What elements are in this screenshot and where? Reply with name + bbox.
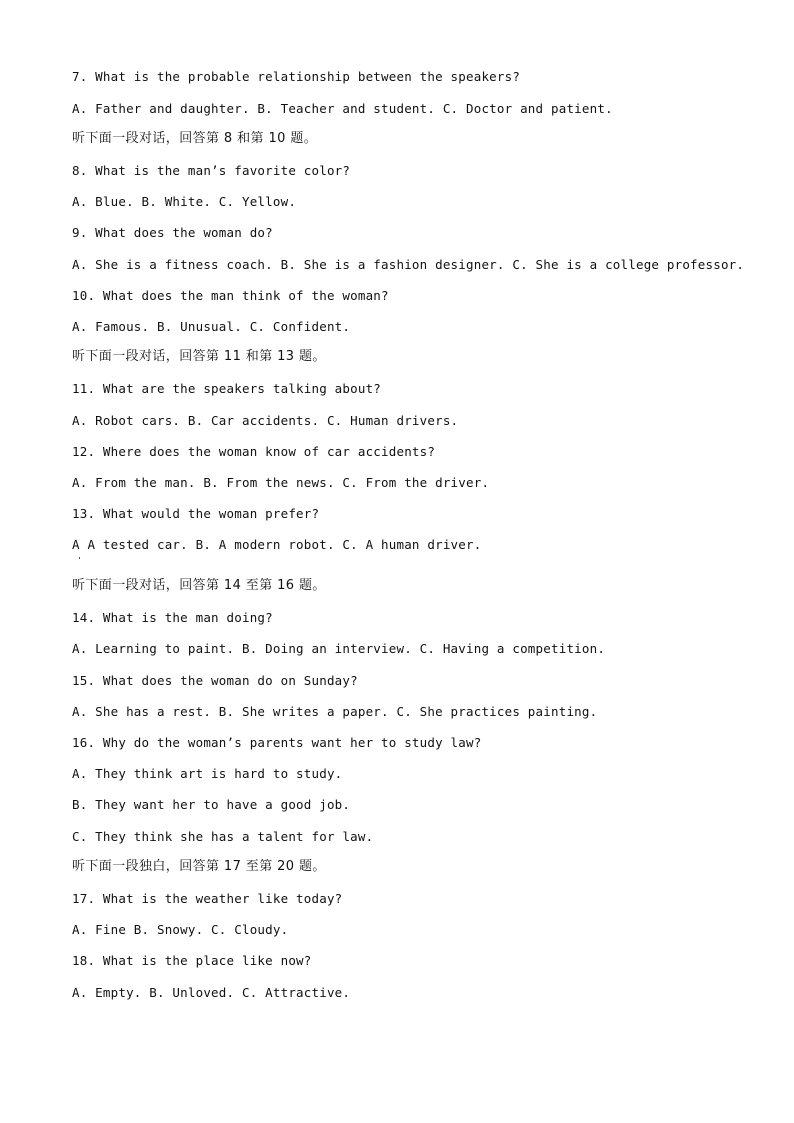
question-15: 15. What does the woman do on Sunday?	[72, 673, 358, 688]
option-16-c: C. They think she has a talent for law.	[72, 829, 374, 844]
section-instruction: 听下面一段独白，回答第 17 至第 20 题。	[72, 859, 326, 874]
question-17: 17. What is the weather like today?	[72, 891, 343, 906]
question-10: 10. What does the man think of the woman?	[72, 288, 389, 303]
options-9: A. She is a fitness coach. B. She is a fashion designer. C. She is a college professor.	[72, 257, 745, 272]
options-18: A. Empty. B. Unloved. C. Attractive.	[72, 985, 351, 1000]
options-7: A. Father and daughter. B. Teacher and student. C. Doctor and patient.	[72, 101, 613, 116]
section-instruction: 听下面一段对话，回答第 11 和第 13 题。	[72, 349, 326, 364]
options-15: A. She has a rest. B. She writes a paper. C. She practices painting.	[72, 704, 598, 719]
section-instruction: 听下面一段对话，回答第 14 至第 16 题。	[72, 578, 326, 593]
question-14: 14. What is the man doing?	[72, 610, 273, 625]
options-8: A. Blue. B. White. C. Yellow.	[72, 194, 297, 209]
question-18: 18. What is the place like now?	[72, 953, 312, 968]
options-13: A A tested car. B. A modern robot. C. A human driver.	[72, 537, 482, 552]
options-17: A. Fine B. Snowy. C. Cloudy.	[72, 922, 289, 937]
stray-mark	[79, 557, 80, 559]
options-10: A. Famous. B. Unusual. C. Confident.	[72, 319, 351, 334]
options-14: A. Learning to paint. B. Doing an interview. C. Having a competition.	[72, 641, 606, 656]
question-13: 13. What would the woman prefer?	[72, 506, 320, 521]
option-16-a: A. They think art is hard to study.	[72, 766, 343, 781]
option-16-b: B. They want her to have a good job.	[72, 797, 351, 812]
question-8: 8. What is the man’s favorite color?	[72, 163, 351, 178]
options-11: A. Robot cars. B. Car accidents. C. Human drivers.	[72, 413, 459, 428]
question-7: 7. What is the probable relationship between the speakers?	[72, 69, 521, 84]
question-12: 12. Where does the woman know of car accidents?	[72, 444, 436, 459]
question-11: 11. What are the speakers talking about?	[72, 381, 382, 396]
question-9: 9. What does the woman do?	[72, 225, 273, 240]
options-12: A. From the man. B. From the news. C. From the driver.	[72, 475, 490, 490]
section-instruction: 听下面一段对话，回答第 8 和第 10 题。	[72, 131, 318, 146]
question-16: 16. Why do the woman’s parents want her to study law?	[72, 735, 482, 750]
